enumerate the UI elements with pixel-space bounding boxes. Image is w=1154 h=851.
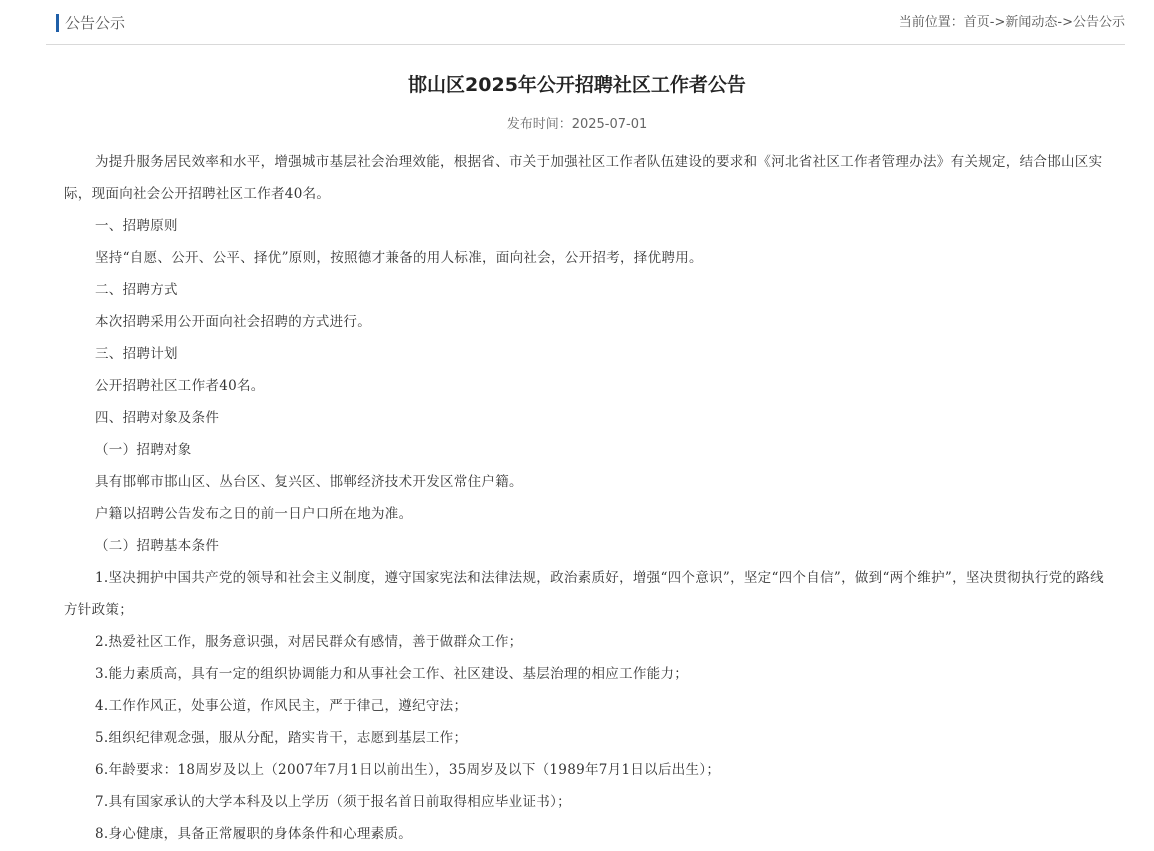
section-heading: 四、招聘对象及条件	[95, 410, 220, 426]
section-title: 公告公示	[56, 13, 125, 33]
section-heading: 一、招聘原则	[95, 218, 178, 234]
paragraph: 公开招聘社区工作者40名。	[95, 378, 265, 394]
section-heading: 三、招聘计划	[95, 346, 178, 362]
condition-item: 3.能力素质高，具有一定的组织协调能力和从事社会工作、社区建设、基层治理的相应工作能力；	[95, 666, 689, 682]
breadcrumb-separator: ->	[989, 15, 1006, 30]
subsection-heading: （一）招聘对象	[95, 442, 192, 458]
paragraph: 具有邯郸市邯山区、丛台区、复兴区、邯郸经济技术开发区常住户籍。	[95, 474, 523, 490]
breadcrumb	[899, 13, 1125, 33]
breadcrumb-separator: ->	[1057, 15, 1073, 30]
publish-label: 发布时间：	[506, 117, 572, 132]
breadcrumb-news-link[interactable]: 新闻动态	[1005, 15, 1058, 30]
condition-item: 6.年龄要求：18周岁及以上（2007年7月1日以前出生），35周岁及以下（1989年7月1日以后出生）；	[95, 762, 721, 778]
page-header	[46, 0, 1125, 45]
publish-date: 2025-07-01	[571, 117, 648, 132]
paragraph: 本次招聘采用公开面向社会招聘的方式进行。	[95, 314, 371, 330]
publish-info	[0, 113, 1154, 132]
breadcrumb-prefix: 当前位置：	[898, 15, 964, 30]
paragraph: 户籍以招聘公告发布之日的前一日户口所在地为准。	[95, 506, 413, 522]
condition-item: 4.工作作风正，处事公道，作风民主，严于律己，遵纪守法；	[95, 698, 468, 714]
condition-item: 5.组织纪律观念强，服从分配，踏实肯干，志愿到基层工作；	[95, 730, 468, 746]
article-title: 邯山区2025年公开招聘社区工作者公告	[408, 74, 746, 96]
subsection-heading: （二）招聘基本条件	[95, 538, 220, 554]
condition-item: 8.身心健康，具备正常履职的身体条件和心理素质。	[95, 826, 413, 842]
breadcrumb-home-link[interactable]: 首页	[963, 15, 990, 30]
paragraph: 坚持“自愿、公开、公平、择优”原则，按照德才兼备的用人标准，面向社会，公开招考，择优聘用。	[95, 250, 703, 266]
condition-item: 2.热爱社区工作，服务意识强，对居民群众有感情，善于做群众工作；	[95, 634, 523, 650]
article-body	[64, 146, 1110, 850]
intro-paragraph: 为提升服务居民效率和水平，增强城市基层社会治理效能，根据省、市关于加强社区工作者队伍建设的要求和《河北省社区工作者管理办法》有关规定，结合邯山区实际，现面向社会公开招聘社区工作者40名。	[64, 154, 1103, 202]
condition-item: 1.坚决拥护中国共产党的领导和社会主义制度，遵守国家宪法和法律法规，政治素质好，增强“四个意识”，坚定“四个自信”，做到“两个维护”，坚决贯彻执行党的路线方针政策；	[64, 570, 1104, 618]
breadcrumb-announcements-link[interactable]: 公告公示	[1072, 15, 1125, 30]
condition-item: 7.具有国家承认的大学本科及以上学历（须于报名首日前取得相应毕业证书）；	[95, 794, 571, 810]
section-heading: 二、招聘方式	[95, 282, 178, 298]
